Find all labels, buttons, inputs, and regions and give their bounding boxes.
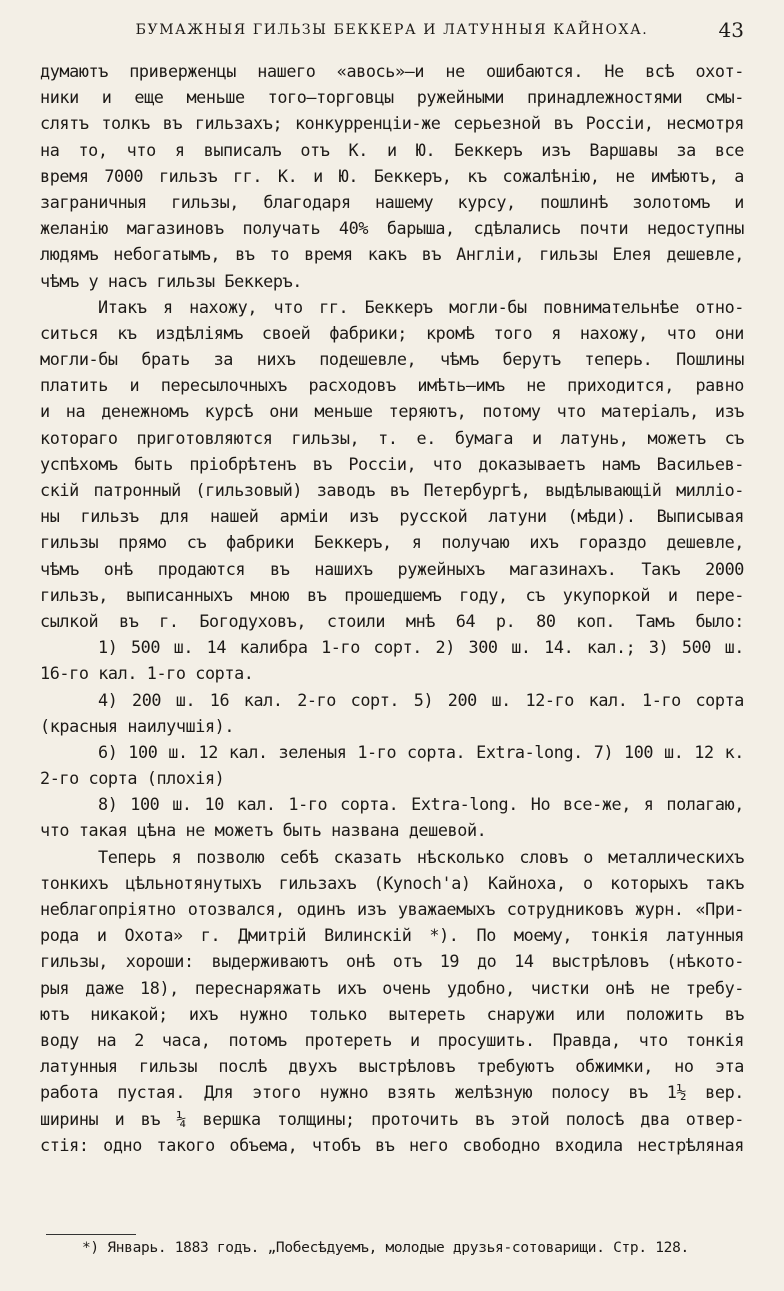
footnote-rule: [46, 1234, 136, 1235]
text-line: Теперь я позволю себѣ сказать нѣсколько словъ о металлическихъ: [98, 846, 744, 867]
text-line: время 7000 гильзъ гг. К. и Ю. Беккеръ, къ сожалѣнію, не имѣютъ, а: [40, 165, 744, 186]
text-line: успѣхомъ быть пріобрѣтенъ въ Россіи, что доказываетъ намъ Васильев-: [40, 453, 744, 474]
text-line: 8) 100 ш. 10 кал. 1-го сорта. Extra-long. Но все-же, я полагаю,: [98, 794, 744, 815]
text-line: что такая цѣна не можетъ быть названа дешевой.: [40, 820, 487, 841]
text-line: гильзы прямо съ фабрики Беккеръ, я получаю ихъ гораздо дешевле,: [40, 532, 744, 553]
text-line: могли-бы брать за нихъ подешевле, чѣмъ берутъ теперь. Пошлины: [40, 349, 744, 370]
text-line: 1) 500 ш. 14 калибра 1-го сорт. 2) 300 ш. 14. кал.; 3) 500 ш.: [98, 637, 744, 658]
text-line: слятъ толкъ въ гильзахъ; конкурренціи-же серьезной въ Россіи, несмотря: [40, 113, 744, 134]
text-line: котораго приготовляются гильзы, т. е. бумага и латунь, можетъ съ: [40, 427, 744, 448]
text-line: рыя даже 18), переснаряжать ихъ очень удобно, чистки онѣ не требу-: [40, 977, 744, 998]
text-line: 6) 100 ш. 12 кал. зеленыя 1-го сорта. Extra-long. 7) 100 ш. 12 к.: [98, 741, 744, 762]
text-line: заграничныя гильзы, благодаря нашему курсу, пошлинѣ золотомъ и: [40, 191, 744, 212]
running-title: БУМАЖНЫЯ ГИЛЬЗЫ БЕККЕРА И ЛАТУННЫЯ КАЙНОХА.: [135, 22, 649, 38]
text-line: и на денежномъ курсѣ они меньше теряютъ, потому что матеріалъ, изъ: [40, 401, 744, 422]
text-line: желанію магазиновъ получать 40% барыша, сдѣлались почти недоступны: [40, 218, 744, 239]
text-line: думаютъ приверженцы нашего «авось»—и не ошибаются. Не всѣ охот-: [40, 61, 744, 81]
text-line: латунныя гильзы послѣ двухъ выстрѣловъ требуютъ обжимки, но эта: [40, 1056, 744, 1077]
text-line: на то, что я выписалъ отъ К. и Ю. Беккеръ изъ Варшавы за все: [40, 139, 744, 160]
text-line: сылкой въ г. Богодуховъ, стоили мнѣ 64 р. 80 коп. Тамъ было:: [40, 610, 744, 631]
text-line: ники и еще меньше того—торговцы ружейными принадлежностями смы-: [40, 87, 744, 108]
text-line: людямъ небогатымъ, въ то время какъ въ Англіи, гильзы Елея дешевле,: [40, 244, 744, 265]
text-line: Итакъ я нахожу, что гг. Беккеръ могли-бы повнимательнѣе отно-: [98, 296, 744, 317]
footnote: *) Январь. 1883 годъ. „Побесѣдуемъ, молодые друзья-сотоварищи. Стр. 128.: [82, 1240, 689, 1256]
text-line: неблагопріятно отозвался, одинъ изъ уважаемыхъ сотрудниковъ журн. «При-: [40, 899, 744, 919]
text-line: рода и Охота» г. Дмитрій Вилинскій *). По моему, тонкія латунныя: [40, 925, 744, 946]
text-line: ны гильзъ для нашей арміи изъ русской латуни (мѣди). Выписывая: [40, 506, 744, 527]
text-line: (красныя наилучшія).: [40, 715, 235, 736]
page-number: 43: [718, 18, 744, 42]
text-line: платить и пересылочныхъ расходовъ имѣть—имъ не приходится, равно: [40, 375, 744, 396]
text-line: гильзъ, выписанныхъ мною въ прошедшемъ году, съ укупоркой и пере-: [40, 584, 744, 605]
text-line: 2-го сорта (плохія): [40, 768, 225, 789]
text-line: стія: одно такого объема, чтобъ въ него свободно входила нестрѣляная: [40, 1134, 744, 1155]
text-line: скій патронный (гильзовый) заводъ въ Петербургѣ, выдѣлывающій милліо-: [40, 480, 744, 500]
text-line: ютъ никакой; ихъ нужно только вытереть снаружи или положить въ: [40, 1003, 744, 1024]
body-text: [40, 58, 744, 1158]
text-line: воду на 2 часа, потомъ протереть и просушить. Правда, что тонкія: [40, 1029, 744, 1050]
page-header: [40, 18, 744, 46]
text-line: 4) 200 ш. 16 кал. 2-го сорт. 5) 200 ш. 12-го кал. 1-го сорта: [98, 689, 744, 710]
text-line: чѣмъ у насъ гильзы Беккеръ.: [40, 270, 302, 291]
text-line: ширины и въ ¼ вершка толщины; проточить въ этой полосѣ два отвер-: [40, 1108, 744, 1129]
text-line: 16-го кал. 1-го сорта.: [40, 663, 254, 684]
text-line: тонкихъ цѣльнотянутыхъ гильзахъ (Kynoch'а) Кайноха, о которыхъ такъ: [40, 872, 744, 893]
text-line: ситься къ издѣліямъ своей фабрики; кромѣ того я нахожу, что они: [40, 322, 744, 343]
text-line: гильзы, хороши: выдерживаютъ онѣ отъ 19 до 14 выстрѣловъ (нѣкото-: [40, 951, 744, 972]
text-line: работа пустая. Для этого нужно взять желѣзную полосу въ 1½ вер.: [40, 1082, 744, 1103]
text-line: чѣмъ онѣ продаются въ нашихъ ружейныхъ магазинахъ. Такъ 2000: [40, 558, 744, 579]
